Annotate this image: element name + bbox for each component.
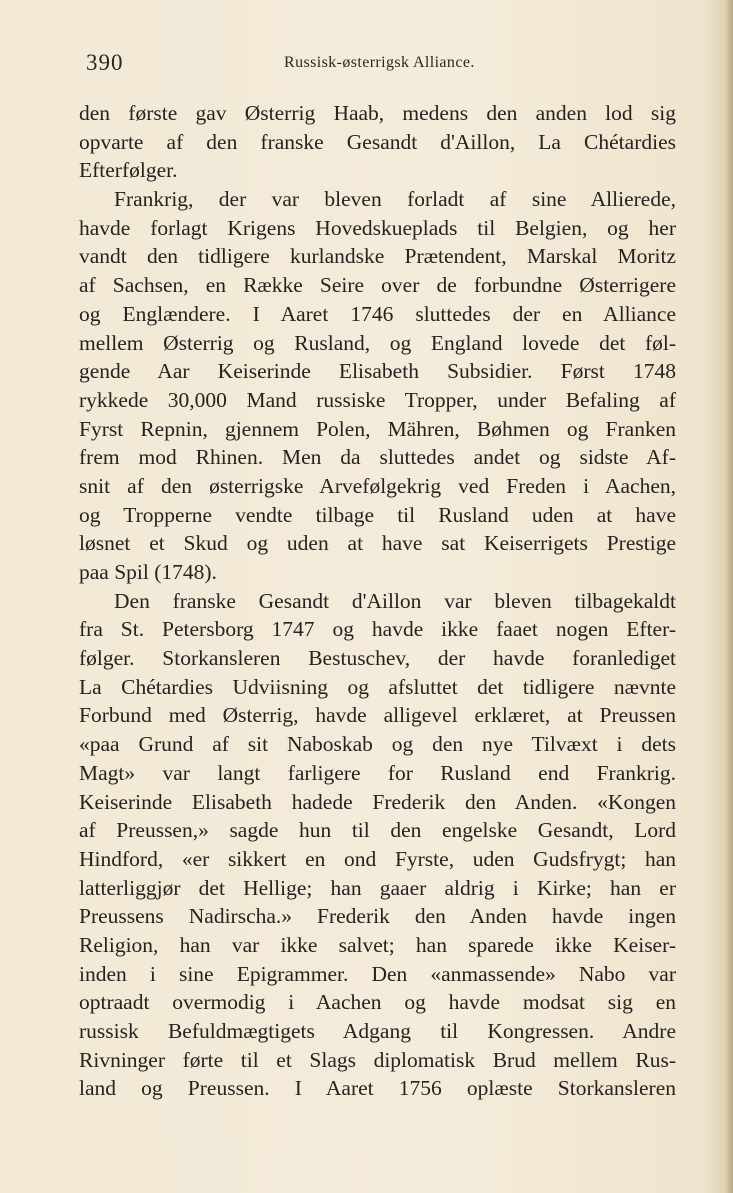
text-line: og Tropperne vendte tilbage til Rusland uden at have [79,502,676,527]
text-line: Den franske Gesandt d'Aillon var bleven tilbagekaldt [114,588,676,613]
body-text [79,99,676,1103]
text-line: snit af den østerrigske Arvefølgekrig ved Freden i Aachen, [79,473,676,498]
text-line: og Englændere. I Aaret 1746 sluttedes der en Alliance [79,301,676,326]
text-line: Religion, han var ikke salvet; han sparede ikke Keiser- [79,932,676,957]
text-line: Keiserinde Elisabeth hadede Frederik den Anden. «Kongen [79,789,676,814]
text-line: Hindford, «er sikkert en ond Fyrste, uden Gudsfrygt; han [79,846,676,871]
text-line: «paa Grund af sit Naboskab og den nye Tilvæxt i dets [79,732,676,757]
text-line: Preussens Nadirscha.» Frederik den Anden havde ingen [79,904,676,929]
text-line: optraadt overmodig i Aachen og havde modsat sig en [79,990,676,1015]
text-line: gende Aar Keiserinde Elisabeth Subsidier. Først 1748 [79,359,676,384]
text-line: fra St. Petersborg 1747 og havde ikke faaet nogen Efter- [79,617,676,642]
text-line: den første gav Østerrig Haab, medens den anden lod sig [79,101,676,125]
text-line: løsnet et Skud og uden at have sat Keiserrigets Prestige [79,531,676,556]
text-line: La Chétardies Udviisning og afsluttet det tidligere nævnte [79,674,676,699]
running-title: Russisk-østerrigsk Alliance. [284,54,475,71]
text-line: Fyrst Repnin, gjennem Polen, Mähren, Bøhmen og Franken [79,416,676,441]
text-line: frem mod Rhinen. Men da sluttedes andet og sidste Af- [79,445,676,470]
text-line: russisk Befuldmægtigets Adgang til Kongressen. Andre [79,1019,676,1043]
text-line: af Preussen,» sagde hun til den engelske Gesandt, Lord [79,818,676,843]
text-line: mellem Østerrig og Rusland, og England lovede det føl- [79,330,676,355]
page-header [86,50,686,80]
text-line: Forbund med Østerrig, havde alligevel erklæret, at Preussen [79,703,676,728]
text-line: rykkede 30,000 Mand russiske Tropper, under Befaling af [79,387,676,412]
text-line: Frankrig, der var bleven forladt af sine Allierede, [114,187,676,212]
text-line: land og Preussen. I Aaret 1756 oplæste Storkansleren [79,1076,676,1101]
text-line: vandt den tidligere kurlandske Prætendent, Marskal Moritz [79,244,676,269]
text-line: paa Spil (1748). [79,560,217,584]
text-line: Efterfølger. [79,158,178,183]
text-line: inden i sine Epigrammer. Den «anmassende» Nabo var [79,961,676,986]
page-number: 390 [86,50,124,75]
text-line: opvarte af den franske Gesandt d'Aillon, La Chétardies [79,129,676,154]
text-line: havde forlagt Krigens Hovedskueplads til Belgien, og her [79,215,676,240]
text-line: Magt» var langt farligere for Rusland end Frankrig. [79,760,676,785]
text-line: af Sachsen, en Række Seire over de forbundne Østerrigere [79,273,676,298]
text-line: latterliggjør det Hellige; han gaaer aldrig i Kirke; han er [79,875,676,900]
page-edge-shadow [725,0,733,1193]
text-line: Rivninger førte til et Slags diplomatisk Brud mellem Rus- [79,1047,676,1072]
text-line: følger. Storkansleren Bestuschev, der havde foranlediget [79,646,676,671]
